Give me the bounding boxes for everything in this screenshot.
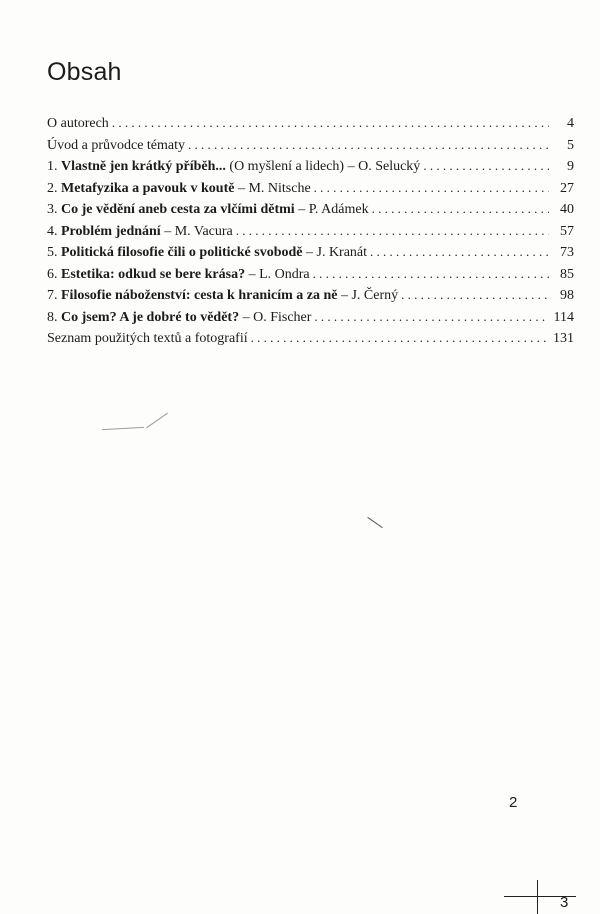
page-number-right: 3 — [560, 894, 569, 911]
toc-entry-title — [47, 156, 420, 178]
toc-entry-title — [47, 242, 367, 264]
chapter-title: Problém jednání — [61, 223, 161, 239]
chapter-title: Politická filosofie čili o politické svobodě — [61, 245, 303, 260]
scan-mark — [367, 517, 382, 528]
toc-entry-authors — [47, 112, 574, 134]
dot-leader — [314, 306, 549, 328]
chapter-author: – M. Nitsche — [234, 180, 311, 196]
toc-entry-chapter-3 — [47, 198, 574, 220]
chapter-number: 1. — [47, 159, 58, 174]
toc-entry-title — [47, 328, 248, 350]
chapter-title: Estetika: odkud se bere krása? — [61, 266, 246, 282]
chapter-author: – J. Černý — [337, 288, 399, 303]
toc-entry-sources — [47, 327, 574, 349]
chapter-title: Co je vědění aneb cesta za vlčími dětmi — [61, 202, 295, 217]
toc-page-number: 5 — [567, 137, 574, 153]
toc-entry-text: O autorech — [47, 116, 109, 131]
toc-entry-chapter-1 — [47, 155, 574, 177]
toc-entry-chapter-5 — [47, 241, 574, 263]
chapter-number: 3. — [47, 202, 58, 217]
toc-entry-chapter-2 — [47, 177, 574, 199]
dot-leader — [251, 327, 549, 349]
toc-page-number: 131 — [553, 331, 574, 346]
toc-page-number: 40 — [560, 202, 574, 217]
toc-page-number: 85 — [560, 266, 574, 282]
toc-entry-chapter-4 — [47, 220, 574, 242]
toc-entry-text: Seznam použitých textů a fotografií — [47, 331, 248, 346]
chapter-number: 6. — [47, 266, 58, 282]
toc-page-number: 57 — [560, 223, 574, 239]
toc-entry-chapter-8 — [47, 306, 574, 328]
toc-page-number: 98 — [560, 288, 574, 303]
chapter-author: – O. Fischer — [239, 309, 312, 325]
chapter-author: (O myšlení a lidech) – O. Selucký — [225, 159, 421, 174]
toc-entry-title — [47, 221, 233, 243]
toc-entry-introduction — [47, 134, 574, 156]
toc-entry-title — [47, 285, 398, 307]
dot-leader — [401, 284, 549, 306]
toc-entry-title — [47, 113, 109, 135]
chapter-title: Co jsem? A je dobré to vědět? — [61, 309, 240, 325]
scan-mark — [146, 413, 168, 429]
toc-entry-title — [47, 199, 369, 221]
scan-mark — [102, 427, 144, 430]
dot-leader — [112, 112, 549, 134]
chapter-author: – P. Adámek — [294, 202, 369, 217]
chapter-author: – J. Kranát — [302, 245, 368, 260]
dot-leader — [314, 177, 549, 199]
toc-page-number: 4 — [567, 116, 574, 131]
dot-leader — [423, 155, 549, 177]
dot-leader — [372, 198, 549, 220]
chapter-title: Vlastně jen krátký příběh... — [61, 159, 226, 174]
toc-page-number: 27 — [560, 180, 574, 196]
dot-leader — [188, 134, 549, 156]
toc-entry-chapter-6 — [47, 263, 574, 285]
chapter-number: 8. — [47, 309, 58, 325]
chapter-title: Filosofie náboženství: cesta k hranicím a za ně — [61, 288, 338, 303]
folio-divider-vertical — [537, 880, 538, 914]
dot-leader — [370, 241, 549, 263]
toc-page-number: 114 — [553, 309, 574, 325]
chapter-title: Metafyzika a pavouk v koutě — [61, 180, 235, 196]
chapter-number: 5. — [47, 245, 58, 260]
toc-entry-title — [47, 135, 185, 157]
dot-leader — [313, 263, 549, 285]
toc-entry-text: Úvod a průvodce tématy — [47, 137, 186, 153]
page-number-left: 2 — [509, 794, 518, 811]
table-of-contents — [47, 112, 574, 349]
chapter-author: – M. Vacura — [160, 223, 233, 239]
toc-page-number: 9 — [567, 159, 574, 174]
toc-entry-chapter-7 — [47, 284, 574, 306]
contents-heading: Obsah — [47, 58, 122, 86]
toc-page-number: 73 — [560, 245, 574, 260]
chapter-number: 7. — [47, 288, 58, 303]
dot-leader — [236, 220, 549, 242]
chapter-author: – L. Ondra — [245, 266, 310, 282]
chapter-number: 4. — [47, 223, 58, 239]
toc-entry-title — [47, 264, 310, 286]
chapter-number: 2. — [47, 180, 58, 196]
toc-entry-title — [47, 307, 311, 329]
toc-entry-title — [47, 178, 311, 200]
